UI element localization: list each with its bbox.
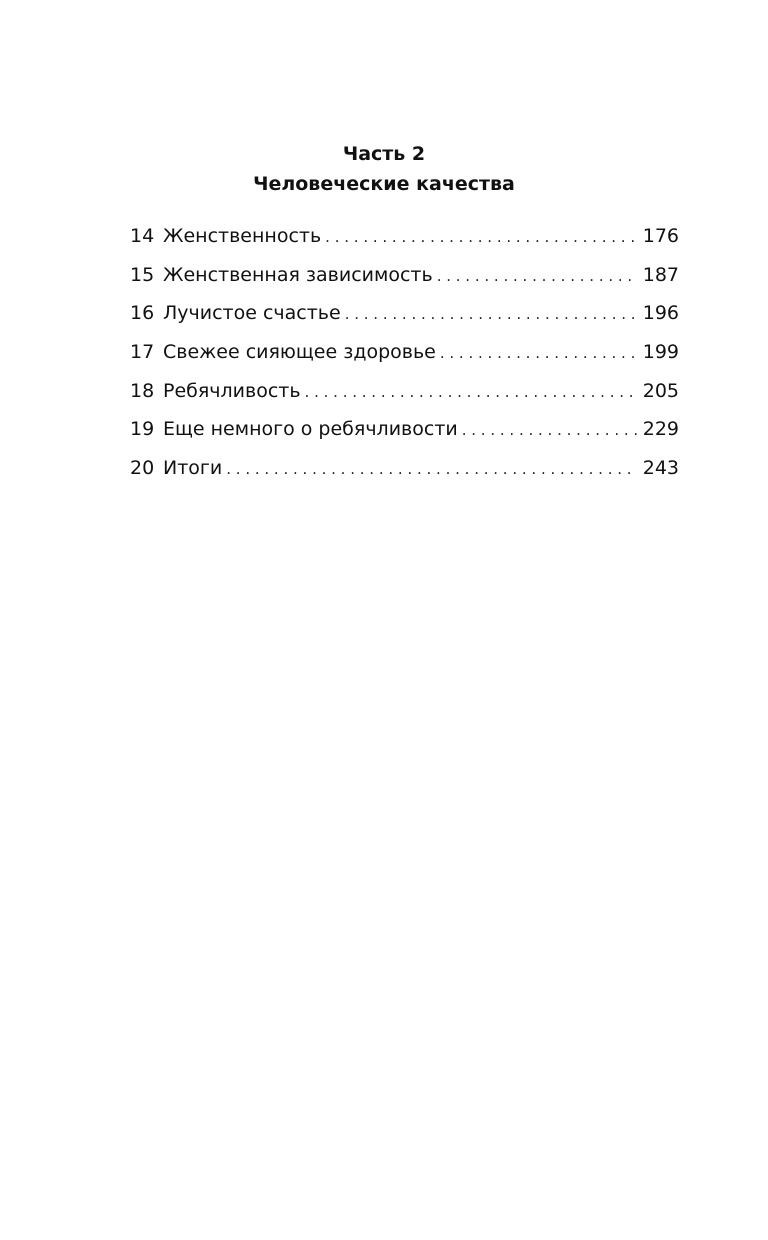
page-number: 196 (642, 302, 679, 325)
page-number: 205 (642, 379, 679, 402)
toc-entry[interactable] (130, 261, 679, 300)
dot-leader (437, 262, 637, 290)
chapter-title: Женственная зависимость (163, 263, 433, 286)
chapter-number: 15 (130, 263, 155, 286)
chapter-title: Лучистое счастье (163, 302, 341, 325)
page-number: 229 (642, 418, 679, 441)
chapter-number: 16 (130, 302, 155, 325)
chapter-number: 18 (130, 379, 155, 402)
chapter-title: Итоги (163, 457, 223, 480)
page-number: 176 (642, 225, 679, 247)
part-subtitle: Человеческие качества (253, 173, 515, 195)
toc-entry[interactable] (130, 415, 679, 454)
dot-leader (226, 455, 636, 483)
dot-leader (305, 378, 637, 406)
dot-leader (325, 223, 637, 251)
chapter-number: 14 (130, 225, 155, 247)
chapter-title: Женственность (163, 225, 322, 247)
chapter-number: 17 (130, 341, 155, 364)
page-number: 187 (642, 263, 679, 286)
dot-leader (345, 300, 637, 328)
page-number: 199 (642, 341, 679, 364)
toc-entry[interactable] (130, 338, 679, 377)
toc-entry[interactable] (130, 299, 679, 338)
dot-leader (440, 339, 637, 367)
chapter-title: Ребячливость (163, 379, 301, 402)
chapter-number: 19 (130, 418, 155, 441)
chapter-title: Еще немного о ребячливости (163, 418, 458, 441)
toc-entry[interactable] (130, 222, 679, 261)
chapter-title: Свежее сияющее здоровье (163, 341, 436, 364)
page-number: 243 (642, 457, 679, 480)
part-title: Часть 2 (342, 143, 426, 165)
toc-entry[interactable] (130, 454, 679, 493)
chapter-number: 20 (130, 457, 155, 480)
dot-leader (462, 416, 637, 444)
table-of-contents (130, 222, 679, 493)
toc-entry[interactable] (130, 377, 679, 416)
